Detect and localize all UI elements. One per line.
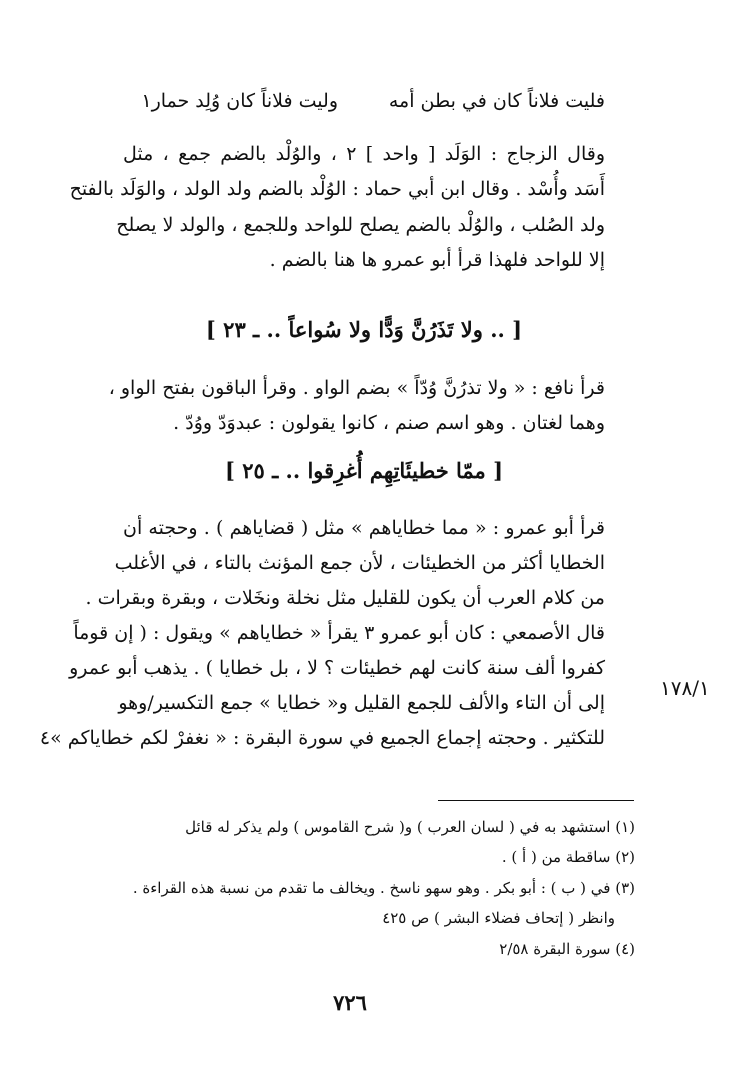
- text-line: إلى أن التاء والألف للجمع القليل و« خطايا » جمع التكسير/وهو: [118, 692, 605, 714]
- footnote-1: (١) استشهد به في ( لسان العرب ) و( شرح القاموس ) ولم يذكر له قائل: [185, 818, 635, 836]
- verse-first-hemistich: فليت فلاناً كان في بطن أمه: [388, 90, 605, 112]
- text-line: إلا للواحد فلهذا قرأ أبو عمرو ها هنا بالضم .: [269, 249, 605, 271]
- verse-heading-23: [ .. ولا تَذَرُنَّ وَدًّا ولا سُواعاً .. ـ ٢٣ ]: [205, 317, 523, 342]
- footnote-3: (٣) في ( ب ) : أبو بكر . وهو سهو ناسخ . ويخالف ما تقدم من نسبة هذه القراءة .: [132, 879, 635, 897]
- footnote-4: (٤) سورة البقرة ٢/٥٨: [499, 940, 635, 958]
- text-line: قال الأصمعي : كان أبو عمرو ٣ يقرأ « خطاياهم » ويقول : ( إن قوماً: [73, 622, 605, 644]
- margin-reference: ١٧٨/١: [660, 676, 710, 700]
- verse-heading-25: [ ممّا خطيئَاتِهِم أُغرِقوا .. ـ ٢٥ ]: [224, 458, 504, 483]
- footnote-2: (٢) ساقطة من ( أ ) .: [501, 848, 635, 866]
- text-line: الخطايا أكثر من الخطيئات ، لأن جمع المؤنث بالتاء ، في الأغلب: [114, 552, 605, 574]
- text-line: قرأ أبو عمرو : « مما خطاياهم » مثل ( قضاياهم ) . وحجته أن: [123, 517, 605, 539]
- text-line: وقال الزجاج : الوَلَد [ واحد ] ٢ ، والوُلْد بالضم جمع ، مثل: [123, 143, 606, 165]
- text-line: كفروا ألف سنة كانت لهم خطيئات ؟ لا ، بل خطايا ) . يذهب أبو عمرو: [69, 657, 605, 679]
- text-line: أَسَد وأُسْد . وقال ابن أبي حماد : الوُلْد بالضم ولد الولد ، والوَلَد بالفتح: [69, 178, 605, 200]
- verse-second-hemistich: وليت فلاناً كان وُلِد حمار١: [141, 90, 338, 112]
- footnote-divider: [438, 800, 634, 801]
- text-line: ولد الصُلب ، والوُلْد بالضم يصلح للواحد وللجمع ، والولد لا يصلح: [116, 214, 605, 236]
- text-line: من كلام العرب أن يكون للقليل مثل نخلة ونخَلات ، وبقرة وبقرات .: [85, 587, 605, 609]
- footnote-3-continued: وانظر ( إتحاف فضلاء البشر ) ص ٤٢٥: [382, 909, 615, 927]
- text-line: قرأ نافع : « ولا تذرُنَّ وُدّاً » بضم الواو . وقرأ الباقون بفتح الواو ،: [108, 377, 605, 399]
- page-number: ٧٢٦: [333, 990, 367, 1015]
- text-line: وهما لغتان . وهو اسم صنم ، كانوا يقولون : عبدوَدّ ووُدّ .: [173, 412, 605, 434]
- text-line: للتكثير . وحجته إجماع الجميع في سورة البقرة : « نغفرْ لكم خطاياكم »٤: [39, 727, 605, 749]
